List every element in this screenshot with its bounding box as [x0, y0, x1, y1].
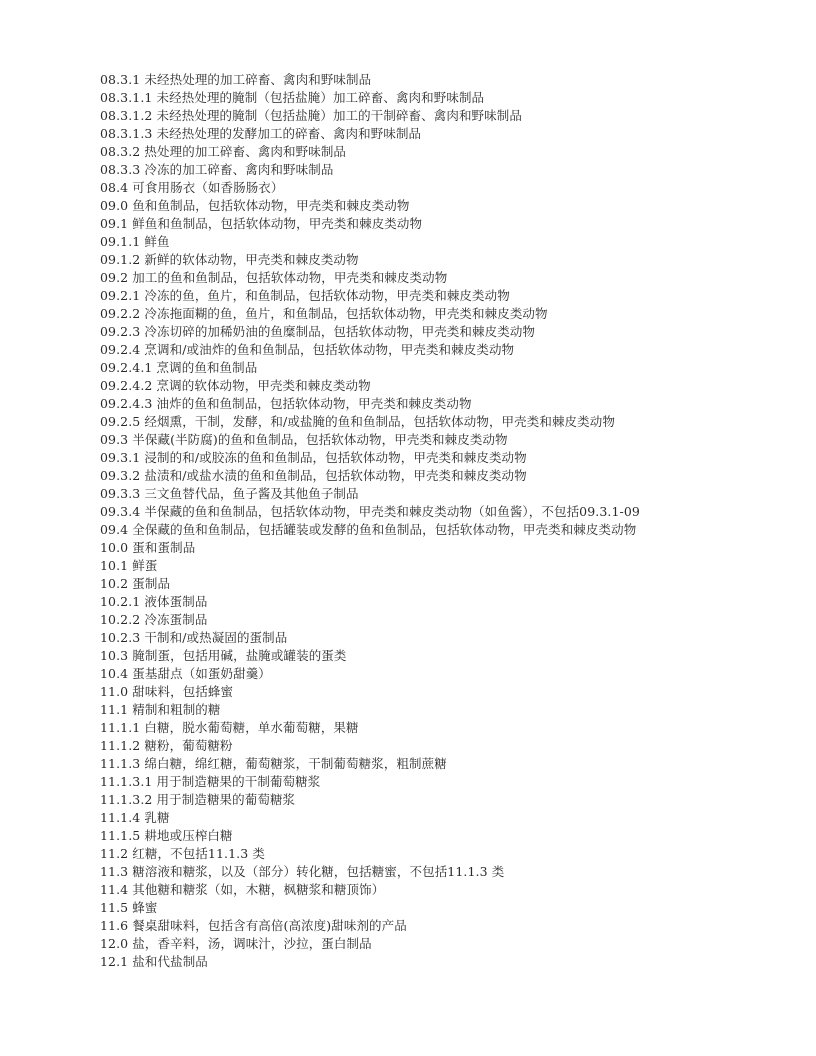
category-line: 10.2.2 冷冻蛋制品	[100, 612, 208, 627]
category-line: 10.0 蛋和蛋制品	[100, 540, 196, 555]
category-line: 11.1.5 耕地或压榨白糖	[100, 828, 233, 843]
category-line: 08.3.1.1 未经热处理的腌制（包括盐腌）加工碎畜、禽肉和野味制品	[100, 90, 485, 105]
category-line: 11.0 甜味料，包括蜂蜜	[100, 684, 234, 699]
category-line: 10.4 蛋基甜点（如蛋奶甜羹）	[100, 666, 271, 681]
category-line: 08.3.3 冷冻的加工碎畜、禽肉和野味制品	[100, 162, 334, 177]
category-line: 09.3 半保藏(半防腐)的鱼和鱼制品，包括软体动物，甲壳类和棘皮类动物	[100, 432, 508, 447]
category-line: 09.3.1 浸制的和/或胶冻的鱼和鱼制品，包括软体动物，甲壳类和棘皮类动物	[100, 450, 527, 465]
category-line: 10.2 蛋制品	[100, 576, 171, 591]
category-line: 11.5 蜂蜜	[100, 900, 158, 915]
category-line: 08.3.1.3 未经热处理的发酵加工的碎畜、禽肉和野味制品	[100, 126, 422, 141]
category-line: 11.1.2 糖粉，葡萄糖粉	[100, 738, 233, 753]
category-line: 09.1.2 新鲜的软体动物，甲壳类和棘皮类动物	[100, 252, 359, 267]
category-line: 10.1 鲜蛋	[100, 558, 158, 573]
category-line: 09.2.4.3 油炸的鱼和鱼制品，包括软体动物，甲壳类和棘皮类动物	[100, 396, 472, 411]
category-line: 09.4 全保藏的鱼和鱼制品，包括罐装或发酵的鱼和鱼制品，包括软体动物，甲壳类和棘皮类动物	[100, 522, 637, 537]
category-line: 09.0 鱼和鱼制品，包括软体动物，甲壳类和棘皮类动物	[100, 198, 410, 213]
category-line: 11.4 其他糖和糖浆（如，木糖，枫糖浆和糖顶饰）	[100, 882, 385, 897]
category-line: 09.3.2 盐渍和/或盐水渍的鱼和鱼制品，包括软体动物，甲壳类和棘皮类动物	[100, 468, 527, 483]
category-line: 09.2.4.1 烹调的鱼和鱼制品	[100, 360, 258, 375]
category-line: 09.2.2 冷冻拖面糊的鱼，鱼片，和鱼制品，包括软体动物，甲壳类和棘皮类动物	[100, 306, 548, 321]
category-line: 09.2 加工的鱼和鱼制品，包括软体动物，甲壳类和棘皮类动物	[100, 270, 448, 285]
category-line: 08.3.1.2 未经热处理的腌制（包括盐腌）加工的干制碎畜、禽肉和野味制品	[100, 108, 522, 123]
category-line: 08.4 可食用肠衣（如香肠肠衣）	[100, 180, 284, 195]
category-line: 09.3.4 半保藏的鱼和鱼制品，包括软体动物，甲壳类和棘皮类动物（如鱼酱），不包括09.3.1-09	[100, 504, 640, 519]
category-line: 09.1 鲜鱼和鱼制品，包括软体动物，甲壳类和棘皮类动物	[100, 216, 423, 231]
category-line: 10.3 腌制蛋，包括用碱，盐腌或罐装的蛋类	[100, 648, 347, 663]
category-line: 11.2 红糖，不包括11.1.3 类	[100, 846, 265, 861]
category-line: 10.2.1 液体蛋制品	[100, 594, 208, 609]
category-line: 11.1.3 绵白糖，绵红糖，葡萄糖浆，干制葡萄糖浆，粗制蔗糖	[100, 756, 447, 771]
category-line: 11.1.1 白糖，脱水葡萄糖，单水葡萄糖，果糖	[100, 720, 359, 735]
category-line: 09.2.4 烹调和/或油炸的鱼和鱼制品，包括软体动物，甲壳类和棘皮类动物	[100, 342, 515, 357]
category-line: 11.1.3.2 用于制造糖果的葡萄糖浆	[100, 792, 296, 807]
food-category-list	[100, 71, 733, 971]
category-line: 09.2.4.2 烹调的软体动物，甲壳类和棘皮类动物	[100, 378, 371, 393]
category-line: 09.3.3 三文鱼替代品，鱼子酱及其他鱼子制品	[100, 486, 359, 501]
category-line: 11.6 餐桌甜味料，包括含有高倍(高浓度)甜味剂的产品	[100, 918, 407, 933]
category-line: 11.1 精制和粗制的糖	[100, 702, 221, 717]
category-line: 09.2.3 冷冻切碎的加稀奶油的鱼糜制品，包括软体动物，甲壳类和棘皮类动物	[100, 324, 536, 339]
category-line: 08.3.2 热处理的加工碎畜、禽肉和野味制品	[100, 144, 347, 159]
category-line: 09.2.5 经烟熏，干制，发酵，和/或盐腌的鱼和鱼制品，包括软体动物，甲壳类和棘皮类动物	[100, 414, 615, 429]
category-line: 11.1.3.1 用于制造糖果的干制葡萄糖浆	[100, 774, 321, 789]
category-line: 09.1.1 鲜鱼	[100, 234, 170, 249]
category-line: 12.0 盐，香辛料，汤，调味汁，沙拉，蛋白制品	[100, 936, 372, 951]
category-line: 08.3.1 未经热处理的加工碎畜、禽肉和野味制品	[100, 72, 372, 87]
category-line: 11.1.4 乳糖	[100, 810, 170, 825]
category-line: 09.2.1 冷冻的鱼，鱼片，和鱼制品，包括软体动物，甲壳类和棘皮类动物	[100, 288, 510, 303]
category-line: 11.3 糖溶液和糖浆，以及（部分）转化糖，包括糖蜜，不包括11.1.3 类	[100, 864, 505, 879]
category-line: 12.1 盐和代盐制品	[100, 954, 208, 969]
category-line: 10.2.3 干制和/或热凝固的蛋制品	[100, 630, 288, 645]
